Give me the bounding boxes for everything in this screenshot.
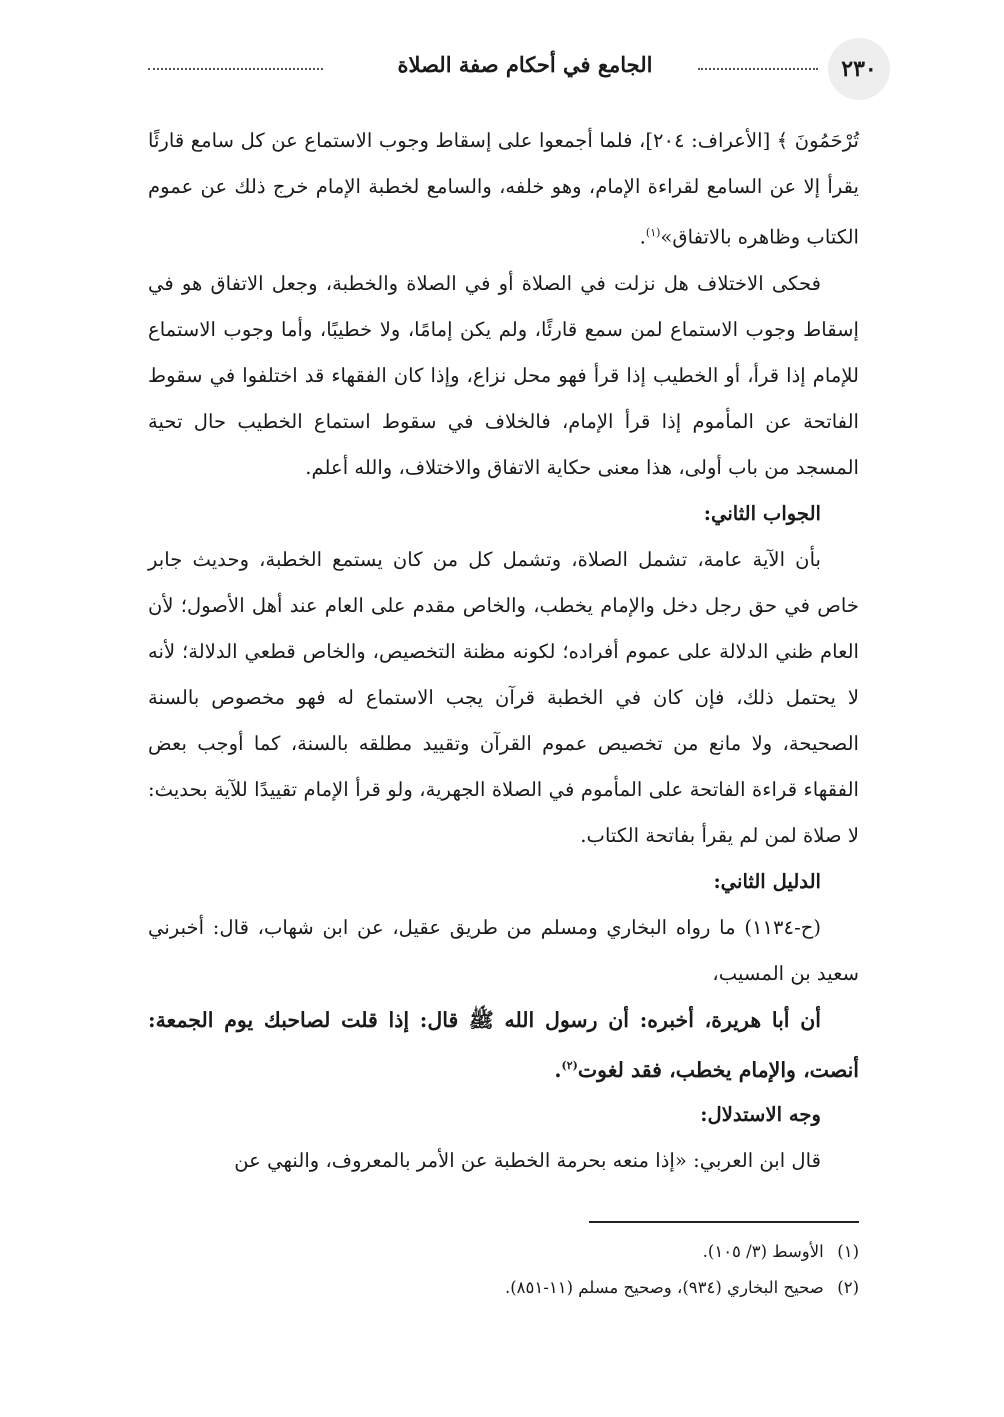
footnote-ref: (٢) — [561, 1058, 578, 1072]
hadith-body: أن أبا هريرة، أخبره: أن رسول الله ﷺ قال: إذا قلت لصاحبك يوم الجمعة: أنصت، والإمام يخطب، فقد لغوت — [148, 1007, 859, 1082]
footnote-ref: (١) — [645, 226, 661, 239]
section-heading: وجه الاستدلال: — [700, 1103, 821, 1127]
section-heading: الجواب الثاني: — [703, 501, 821, 525]
page-header — [148, 38, 890, 108]
footnote-text: صحيح البخاري (٩٣٤)، وصحيح مسلم (١١-٨٥١). — [504, 1278, 824, 1297]
footnote-mark: (٢) — [837, 1278, 859, 1297]
paragraph: قال ابن العربي: «إذا منعه بحرمة الخطبة عن الأمر بالمعروف، والنهي عن — [234, 1149, 821, 1173]
footnote-separator — [589, 1221, 859, 1223]
footnote — [148, 1270, 859, 1306]
footnote-mark: (١) — [837, 1242, 859, 1261]
paragraph: فحكى الاختلاف هل نزلت في الصلاة أو في الصلاة والخطبة، وجعل الاتفاق هو في إسقاط وجوب الاستماع لمن سمع قارئًا، ولم يكن إمامًا، ولا خطيبًا، وأما وجوب الاستماع للإمام إذا قرأ، أو الخطيب إذا قرأ فهو محل نزاع، وإذا كان الفقهاء قد اختلفوا في سقوط الفاتحة عن المأموم إذا قرأ الإمام، فالخلاف في سقوط استماع الخطيب حال تحية المسجد من باب أولى، هذا معنى حكاية الاتفاق والاختلاف، والله أعلم. — [148, 271, 859, 479]
footnote-text: الأوسط (٣/ ١٠٥). — [702, 1242, 824, 1261]
page-number: ٢٣٠ — [828, 38, 890, 100]
paragraph: تُرْحَمُونَ ﴾ [الأعراف: ٢٠٤]، فلما أجمعوا على إسقاط وجوب الاستماع عن كل سامع قارئًا يقرأ إلا عن السامع لقراءة الإمام، وهو خلفه، والسامع لخطبة الإمام خرج ذلك عن عموم الكتاب وظاهره بالاتفاق»$^{(١)}$. — [148, 129, 859, 249]
header-dotted-rule — [698, 68, 818, 70]
paragraph: (ح-١١٣٤) ما رواه البخاري ومسلم من طريق عقيل، عن ابن شهاب، قال: أخبرني سعيد بن المسيب، — [148, 915, 859, 985]
running-title: الجامع في أحكام صفة الصلاة — [397, 52, 653, 77]
main-text — [148, 118, 859, 1184]
hadith-text: أن أبا هريرة، أخبره: أن رسول الله ﷺ قال: إذا قلت لصاحبك يوم الجمعة: أنصت، والإمام يخطب، فقد لغوت$^{(٢)}$. — [148, 1007, 859, 1082]
footnotes — [148, 1234, 859, 1306]
footnote — [148, 1234, 859, 1270]
header-dotted-rule — [148, 68, 323, 70]
paragraph-text: تُرْحَمُونَ ﴾ [الأعراف: ٢٠٤]، فلما أجمعوا على إسقاط وجوب الاستماع عن كل سامع قارئًا يقرأ إلا عن السامع لقراءة الإمام، وهو خلفه، والسامع لخطبة الإمام خرج ذلك عن عموم الكتاب وظاهره بالاتفاق» — [148, 129, 859, 249]
paragraph: بأن الآية عامة، تشمل الصلاة، وتشمل كل من كان يستمع الخطبة، وحديث جابر خاص في حق رجل دخل والإمام يخطب، والخاص مقدم على العام عند أهل الأصول؛ لأن العام ظني الدلالة على عموم أفراده؛ لكونه مظنة التخصيص، والخاص قطعي الدلالة؛ لأنه لا يحتمل ذلك، فإن كان في الخطبة قرآن يجب الاستماع له فهو مخصوص بالسنة الصحيحة، ولا مانع من تخصيص عموم القرآن وتقييد مطلقه بالسنة، كما أوجب بعض الفقهاء قراءة الفاتحة على المأموم في الصلاة الجهرية، ولو قرأ الإمام تقييدًا للآية بحديث: لا صلاة لمن لم يقرأ بفاتحة الكتاب. — [148, 547, 859, 847]
section-heading: الدليل الثاني: — [713, 869, 821, 893]
